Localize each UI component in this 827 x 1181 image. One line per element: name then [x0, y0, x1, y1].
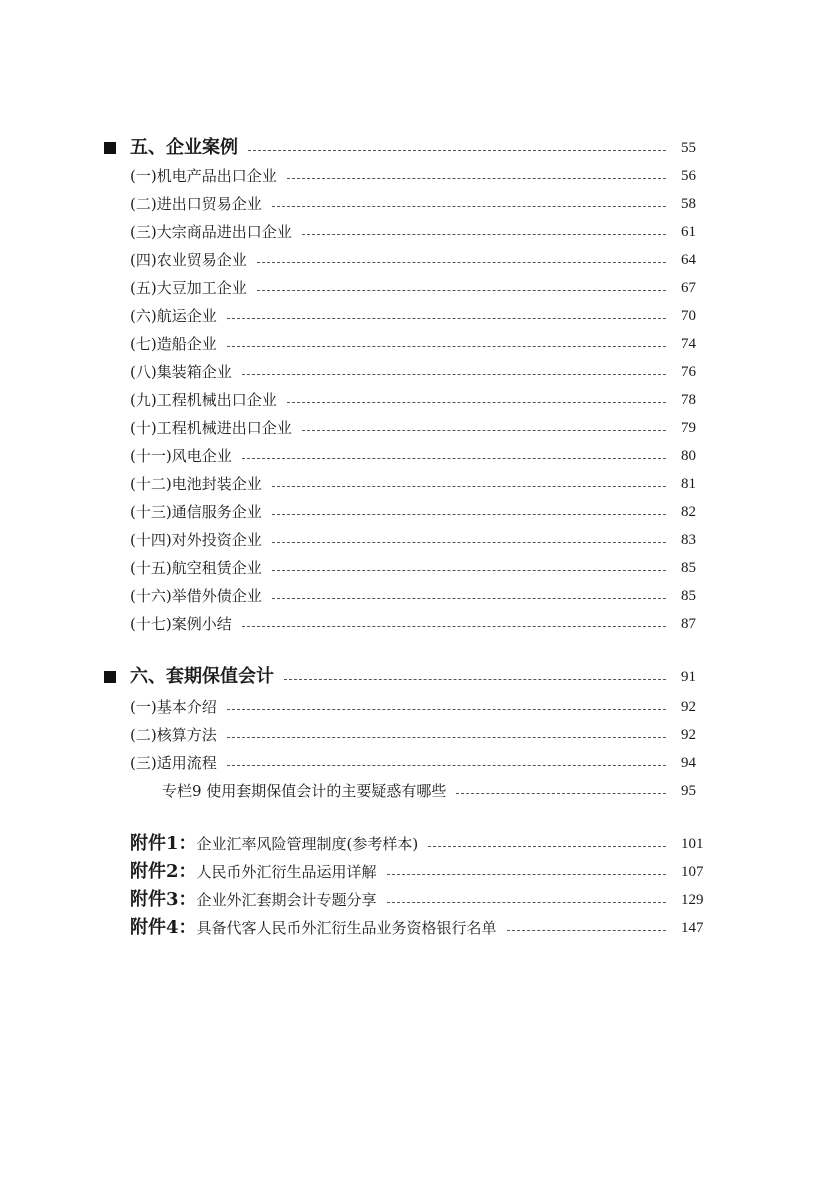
appendix-text: 人民币外汇衍生品运用详解	[196, 863, 377, 881]
toc-item[interactable]	[130, 444, 676, 468]
dot-leader	[272, 514, 666, 515]
page-number: 55	[681, 140, 696, 156]
page-number: 94	[681, 755, 696, 771]
dot-leader	[387, 874, 666, 875]
toc-section-6[interactable]	[130, 665, 676, 689]
dot-leader	[227, 709, 666, 710]
item-title: (十五)航空租赁企业	[130, 559, 262, 577]
dot-leader	[242, 626, 666, 627]
appendix-title	[130, 832, 418, 856]
item-title: (六)航运企业	[130, 307, 217, 325]
toc-item[interactable]	[130, 723, 676, 747]
dot-leader	[302, 234, 666, 235]
page-number: 82	[681, 504, 696, 520]
item-title: (十七)案例小结	[130, 615, 232, 633]
dot-leader	[257, 290, 666, 291]
dot-leader	[507, 930, 666, 931]
toc-item[interactable]	[130, 528, 676, 552]
dot-leader	[456, 793, 666, 794]
toc-item[interactable]	[130, 612, 676, 636]
dot-leader	[227, 737, 666, 738]
appendix-label: 附件4：	[130, 917, 197, 938]
page-number: 80	[681, 448, 696, 464]
page-number: 76	[681, 364, 696, 380]
item-title: (十一)风电企业	[130, 447, 232, 465]
toc-item[interactable]	[130, 695, 676, 719]
item-title: (七)造船企业	[130, 335, 217, 353]
item-title: (一)机电产品出口企业	[130, 167, 277, 185]
page-number: 64	[681, 252, 696, 268]
dot-leader	[227, 765, 666, 766]
item-title: (五)大豆加工企业	[130, 279, 247, 297]
page-number: 85	[681, 588, 696, 604]
toc-appendix-item[interactable]	[130, 916, 676, 940]
column-title: 专栏9 使用套期保值会计的主要疑惑有哪些	[162, 782, 447, 800]
item-title: (四)农业贸易企业	[130, 251, 247, 269]
toc-appendix-item[interactable]	[130, 832, 676, 856]
page-number: 67	[681, 280, 696, 296]
item-title: (三)适用流程	[130, 754, 217, 772]
toc-item[interactable]	[130, 192, 676, 216]
item-title: (二)核算方法	[130, 726, 217, 744]
item-title: (十六)举借外债企业	[130, 587, 262, 605]
item-title: (三)大宗商品进出口企业	[130, 223, 292, 241]
item-title: (十四)对外投资企业	[130, 531, 262, 549]
toc-item[interactable]	[130, 248, 676, 272]
toc-item[interactable]	[130, 584, 676, 608]
item-title: (十)工程机械进出口企业	[130, 419, 292, 437]
page-number: 79	[681, 420, 696, 436]
page-number: 81	[681, 476, 696, 492]
item-title: (十三)通信服务企业	[130, 503, 262, 521]
page-number: 129	[681, 892, 704, 908]
toc-item[interactable]	[130, 556, 676, 580]
toc-item[interactable]	[130, 276, 676, 300]
appendix-label: 附件1：	[130, 833, 197, 854]
page-number: 95	[681, 783, 696, 799]
dot-leader	[428, 846, 666, 847]
section-title: 六、套期保值会计	[130, 666, 274, 687]
toc-item[interactable]	[130, 360, 676, 384]
dot-leader	[302, 430, 666, 431]
toc-item[interactable]	[130, 304, 676, 328]
dot-leader	[272, 206, 666, 207]
toc-section-5[interactable]	[130, 136, 676, 160]
dot-leader	[272, 598, 666, 599]
toc-item[interactable]	[130, 388, 676, 412]
page-number: 78	[681, 392, 696, 408]
page-number: 61	[681, 224, 696, 240]
page-number: 85	[681, 560, 696, 576]
toc-appendix-item[interactable]	[130, 888, 676, 912]
appendix-label: 附件2：	[130, 861, 197, 882]
dot-leader	[242, 374, 666, 375]
appendix-text: 企业汇率风险管理制度(参考样本)	[196, 835, 419, 853]
page-number: 147	[681, 920, 704, 936]
item-title: (十二)电池封装企业	[130, 475, 262, 493]
section-bullet-icon	[104, 671, 116, 683]
item-title: (九)工程机械出口企业	[130, 391, 277, 409]
page-number: 91	[681, 669, 696, 685]
dot-leader	[272, 542, 666, 543]
dot-leader	[272, 486, 666, 487]
dot-leader	[227, 318, 666, 319]
toc-item[interactable]	[130, 472, 676, 496]
page-number: 56	[681, 168, 696, 184]
appendix-title	[130, 916, 497, 940]
page-number: 70	[681, 308, 696, 324]
dot-leader	[248, 150, 666, 151]
dot-leader	[242, 458, 666, 459]
dot-leader	[227, 346, 666, 347]
toc-item[interactable]	[130, 220, 676, 244]
dot-leader	[272, 570, 666, 571]
appendix-text: 企业外汇套期会计专题分享	[196, 891, 377, 909]
page-number: 92	[681, 699, 696, 715]
page-number: 87	[681, 616, 696, 632]
section-bullet-icon	[104, 142, 116, 154]
dot-leader	[287, 178, 666, 179]
toc-item[interactable]	[130, 751, 676, 775]
section-title: 五、企业案例	[130, 137, 238, 158]
dot-leader	[287, 402, 666, 403]
page-number: 92	[681, 727, 696, 743]
dot-leader	[387, 902, 666, 903]
item-title: (八)集装箱企业	[130, 363, 232, 381]
page-number: 101	[681, 836, 704, 852]
page-number: 83	[681, 532, 696, 548]
page-number: 58	[681, 196, 696, 212]
toc-item[interactable]	[130, 416, 676, 440]
toc-appendix-item[interactable]	[130, 860, 676, 884]
item-title: (二)进出口贸易企业	[130, 195, 262, 213]
appendix-title	[130, 888, 377, 912]
item-title: (一)基本介绍	[130, 698, 217, 716]
toc-column-item[interactable]	[162, 779, 676, 803]
toc-item[interactable]	[130, 164, 676, 188]
appendix-title	[130, 860, 377, 884]
dot-leader	[284, 679, 666, 680]
appendix-text: 具备代客人民币外汇衍生品业务资格银行名单	[196, 919, 497, 937]
page-number: 107	[681, 864, 704, 880]
dot-leader	[257, 262, 666, 263]
page-number: 74	[681, 336, 696, 352]
appendix-label: 附件3：	[130, 889, 197, 910]
toc-item[interactable]	[130, 332, 676, 356]
toc-item[interactable]	[130, 500, 676, 524]
